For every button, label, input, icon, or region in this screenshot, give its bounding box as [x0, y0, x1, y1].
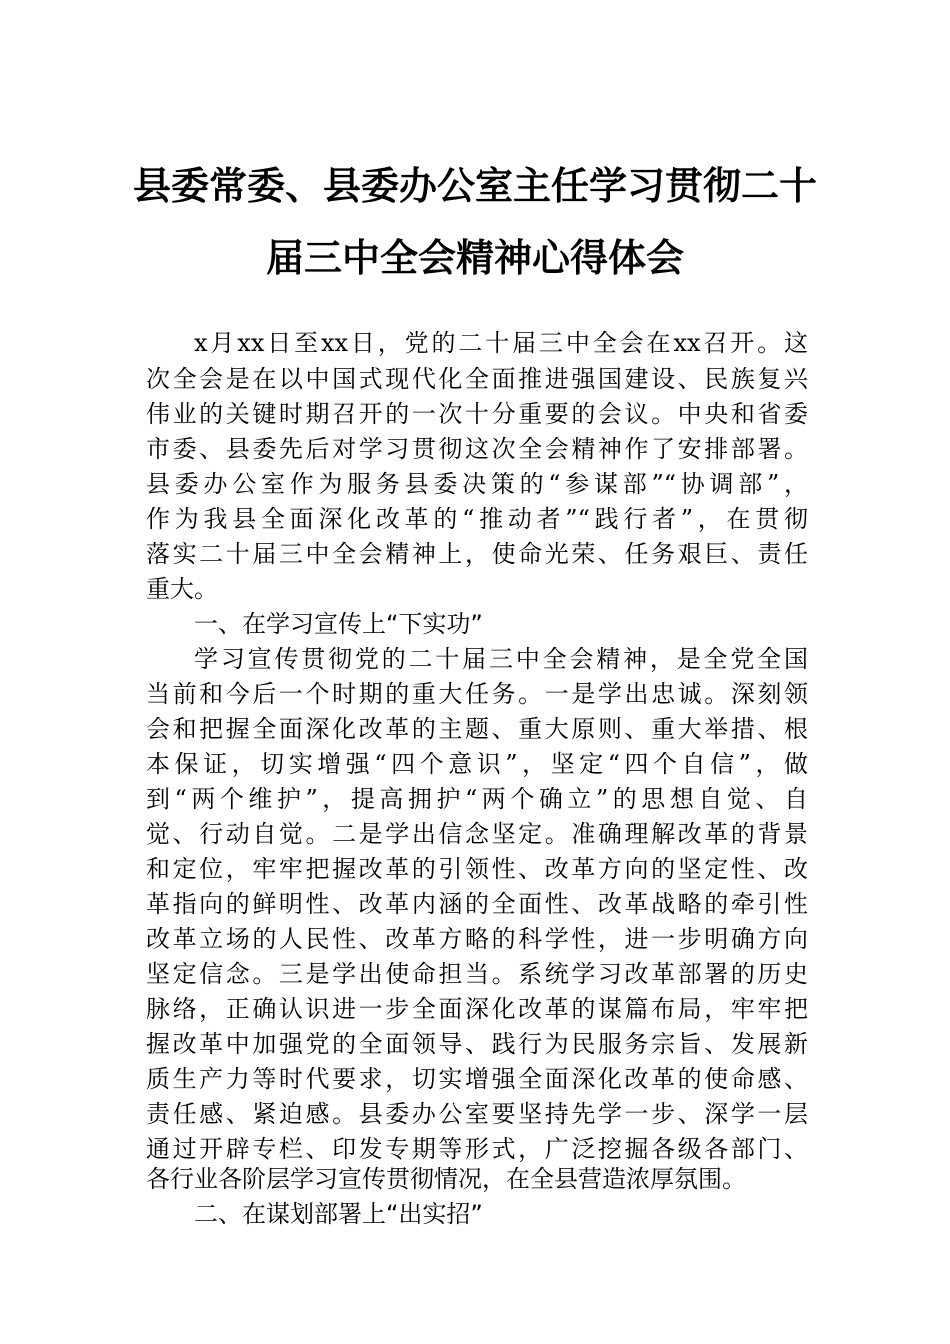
- text-line: 脉络，正确认识进一步全面深化改革的谋篇布局，牢牢把: [146, 995, 808, 1023]
- text-line: 改革立场的人民性、改革方略的科学性，进一步明确方向: [146, 925, 808, 953]
- text-line: 作为我县全面深化改革的“推动者”“践行者”，在贯彻: [146, 505, 808, 533]
- text-line: 各行业各阶层学习宣传贯彻情况，在全县营造浓厚氛围。: [146, 1165, 746, 1193]
- text-line: 责任感、紧迫感。县委办公室要坚持先学一步、深学一层: [146, 1100, 808, 1128]
- text-line: x月xx日至xx日，党的二十届三中全会在xx召开。这: [194, 329, 808, 357]
- text-line: 会和把握全面深化改革的主题、重大原则、重大举措、根: [146, 715, 808, 743]
- document-title-line-2: 届三中全会精神心得体会: [265, 235, 684, 280]
- text-line: 县委办公室作为服务县委决策的“参谋部”“协调部”，: [146, 470, 808, 498]
- text-line: 落实二十届三中全会精神上，使命光荣、任务艰巨、责任: [146, 540, 808, 568]
- text-line: 次全会是在以中国式现代化全面推进强国建设、民族复兴: [146, 365, 808, 393]
- text-line: 通过开辟专栏、印发专期等形式，广泛挖掘各级各部门、: [146, 1135, 808, 1163]
- text-line: 和定位，牢牢把握改革的引领性、改革方向的坚定性、改: [146, 855, 808, 883]
- text-line: 伟业的关键时期召开的一次十分重要的会议。中央和省委: [146, 400, 808, 428]
- text-line: 握改革中加强党的全面领导、践行为民服务宗旨、发展新: [146, 1030, 808, 1058]
- section-heading-2: 二、在谋划部署上“出实招”: [194, 1200, 483, 1228]
- text-line: 学习宣传贯彻党的二十届三中全会精神，是全党全国: [194, 645, 808, 673]
- text-line: 革指向的鲜明性、改革内涵的全面性、改革战略的牵引性: [146, 890, 808, 918]
- text-line: 重大。: [146, 575, 218, 603]
- document-title-line-1: 县委常委、县委办公室主任学习贯彻二十: [132, 163, 817, 208]
- text-line: 本保证，切实增强“四个意识”，坚定“四个自信”，做: [146, 750, 808, 778]
- text-line: 市委、县委先后对学习贯彻这次全会精神作了安排部署。: [146, 435, 808, 463]
- text-line: 坚定信念。三是学出使命担当。系统学习改革部署的历史: [146, 960, 808, 988]
- text-line: 觉、行动自觉。二是学出信念坚定。准确理解改革的背景: [146, 820, 808, 848]
- text-line: 质生产力等时代要求，切实增强全面深化改革的使命感、: [146, 1065, 808, 1093]
- text-line: 当前和今后一个时期的重大任务。一是学出忠诚。深刻领: [146, 680, 808, 708]
- text-line: 到“两个维护”，提高拥护“两个确立”的思想自觉、自: [146, 785, 808, 813]
- section-heading-1: 一、在学习宣传上“下实功”: [194, 610, 483, 638]
